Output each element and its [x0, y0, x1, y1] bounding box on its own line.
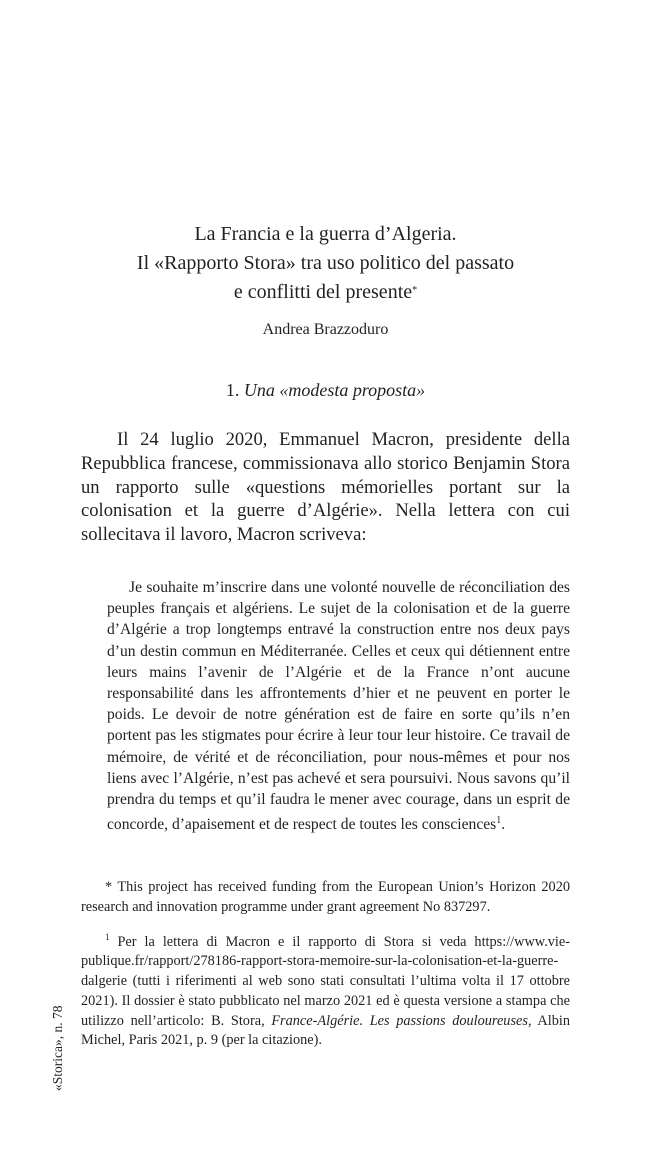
- quote-end: .: [501, 816, 506, 834]
- footnote-1-text: Per la lettera di Macron e il rapporto di Stora si veda https://www.vie-publique.fr/rapport/278186-rapport-stora-memoire-sur-la-colonisation-et-la-guerre-dalgerie (tutti i riferimenti al web sono stati consultati l’ultima volta il 17 ottobre 2021). Il dossier è stato pubblicato nel marzo 2021 ed è questa versione a stampa che utilizzo nell’articolo: B. Stora,: [81, 933, 570, 1029]
- footnote-1-marker: 1: [105, 931, 110, 942]
- article-title: [81, 220, 570, 307]
- title-line-3: [81, 278, 570, 307]
- quote-paragraph: [107, 577, 570, 836]
- footnote-1-book-title: France-Algérie. Les passions douloureuses: [271, 1012, 528, 1029]
- intro-paragraph: Il 24 luglio 2020, Emmanuel Macron, presidente della Repubblica francese, commissionava allo storico Benjamin Stora un rapporto sulle «questions mémorielles portant sur la colonisation et la guerre d’Algérie». Nella lettera con cui sollecitava il lavoro, Macron scriveva:: [81, 429, 570, 546]
- footnotes: [81, 878, 570, 1051]
- section-title: Una «modesta proposta»: [243, 380, 426, 400]
- block-quote: [107, 577, 570, 836]
- footnote-1-text-end: , Albin Michel, Paris 2021, p. 9 (per la citazione).: [81, 1012, 570, 1049]
- section-heading: [81, 380, 570, 401]
- title-line-2: Il «Rapporto Stora» tra uso politico del passato: [136, 252, 515, 274]
- footnote-star: [81, 878, 570, 918]
- footnote-1: [81, 928, 570, 1052]
- quote-text: Je souhaite m’inscrire dans une volonté nouvelle de réconciliation des peuples français et algériens. Le sujet de la colonisation et de la guerre d’Algérie a trop longtemps entravé la construction entre nos deux pays d’un destin commun en Méditerranée. Celles et ceux qui détiennent entre leurs mains l’avenir de l’Algérie et de la France n’ont aucune responsabilité dans les affrontements d’hier et ne peuvent en porter le poids. Le devoir de notre génération est de faire en sorte qu’ils n’en portent pas les stigmates pour écrire à leur tour leur histoire. Ce travail de mémoire, de vérité et de réconciliation, pour nous-mêmes et pour nos liens avec l’Algérie, n’est pas achevé et sera poursuivi. Nous savons qu’il prendra du temps et qu’il faudra le mener avec courage, dans un esprit de concorde, d’apaisement et de respect de toutes les consciences: [107, 579, 570, 834]
- title-line-1: La Francia e la guerra d’Algeria.: [194, 223, 457, 245]
- section-number: 1.: [225, 380, 240, 400]
- quote-footnote-ref[interactable]: 1: [496, 815, 502, 827]
- body-text: [81, 428, 570, 547]
- title-line-3-text: e conflitti del presente: [233, 281, 413, 303]
- footnote-star-text: This project has received funding from the European Union’s Horizon 2020 research and innovation programme under grant agreement No 837297.: [81, 879, 570, 915]
- title-footnote-marker[interactable]: *: [412, 285, 418, 296]
- footnote-star-marker: *: [105, 879, 113, 895]
- author-name: Andrea Brazzoduro: [262, 321, 389, 338]
- journal-label: «Storica», n. 78: [50, 1005, 65, 1091]
